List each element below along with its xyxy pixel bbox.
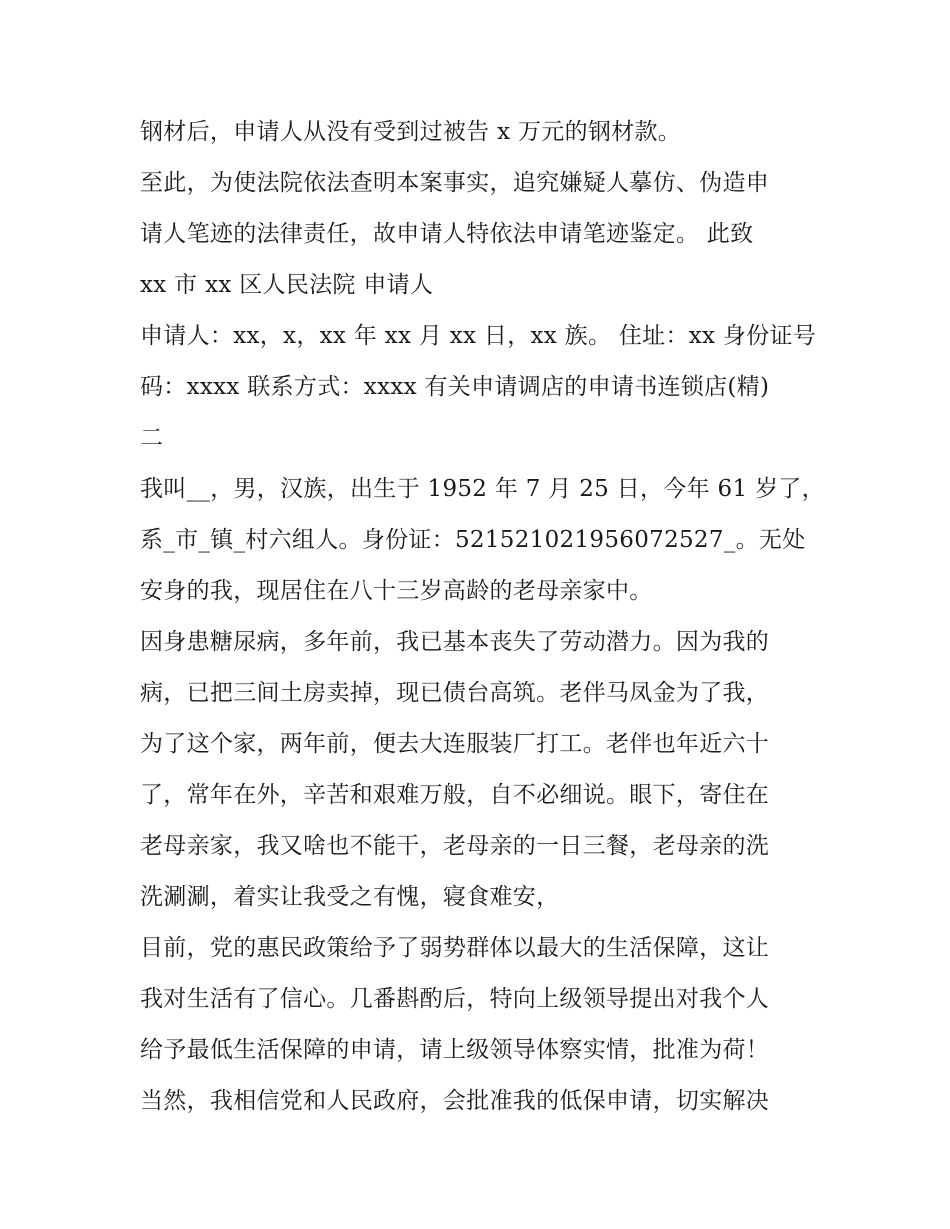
text-line: 因身患糖尿病，多年前，我已基本丧失了劳动潜力。因为我的 (140, 629, 770, 655)
text-line: 老母亲家，我又啥也不能干，老母亲的一日三餐，老母亲的洗 (140, 833, 770, 859)
section-number: 二 (140, 425, 164, 451)
text-line: 至此，为使法院依法查明本案事实，追究嫌疑人摹仿、伪造申 (140, 170, 770, 196)
text-line: 了，常年在外，辛苦和艰难万般，自不必细说。眼下，寄住在 (140, 782, 770, 808)
text-line: 码：xxxx 联系方式：xxxx 有关申请调店的申请书连锁店(精) (140, 374, 770, 400)
text-line: 钢材后，申请人从没有受到过被告 x 万元的钢材款。 (140, 119, 682, 145)
text-line: 当然，我相信党和人民政府，会批准我的低保申请，切实解决 (140, 1088, 770, 1114)
text-line: 目前，党的惠民政策给予了弱势群体以最大的生活保障，这让 (140, 935, 770, 961)
text-line: 给予最低生活保障的申请，请上级领导体察实情，批准为荷！ (140, 1037, 770, 1063)
text-line: 我对生活有了信心。几番斟酌后，特向上级领导提出对我个人 (140, 986, 770, 1012)
text-line: 洗涮涮，着实让我受之有愧，寝食难安， (140, 884, 560, 910)
text-line: 安身的我，现居住在八十三岁高龄的老母亲家中。 (140, 578, 653, 604)
text-line: 病，已把三间土房卖掉，现已债台高筑。老伴马凤金为了我， (140, 680, 770, 706)
text-line: 请人笔迹的法律责任，故申请人特依法申请笔迹鉴定。 此致 (140, 221, 754, 247)
text-line: 我叫__，男，汉族，出生于 1952 年 7 月 25 日，今年 61 岁了， (140, 476, 825, 502)
text-line: xx 市 xx 区人民法院 申请人 (140, 272, 434, 298)
document-body (140, 107, 825, 1127)
text-line: 为了这个家，两年前，便去大连服装厂打工。老伴也年近六十 (140, 731, 770, 757)
text-line: 申请人：xx，x，xx 年 xx 月 xx 日，xx 族。 住址：xx 身份证号 (140, 323, 817, 349)
text-line: 系_市_镇_村六组人。身份证：521521021956072527_。无处 (140, 527, 806, 553)
